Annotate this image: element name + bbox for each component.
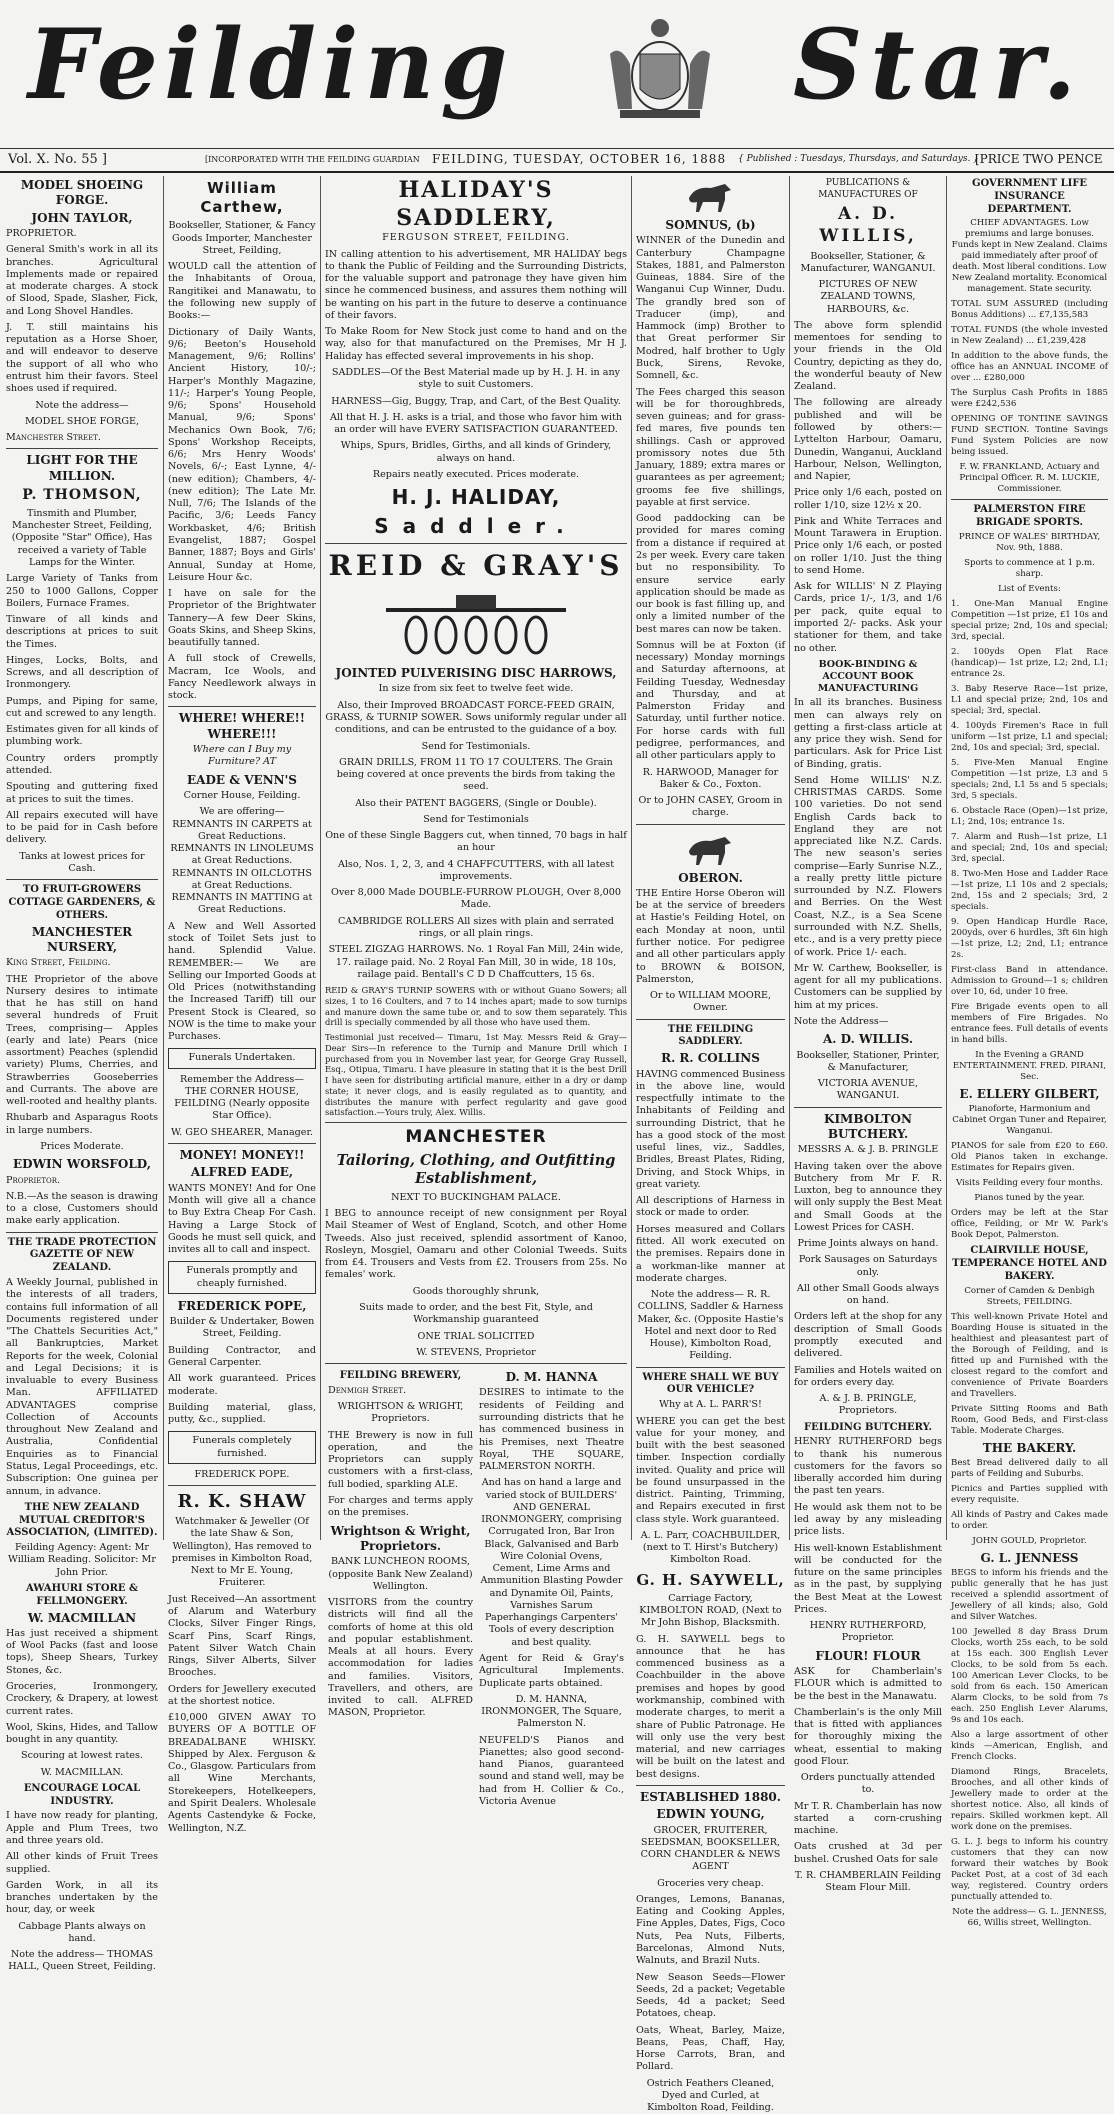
ad-heading: MONEY! MONEY!! bbox=[179, 1147, 305, 1162]
ad-heading: THE FEILDING SADDLERY. bbox=[667, 1023, 754, 1048]
ad-heading: JOINTED PULVERISING DISC HARROWS, bbox=[335, 666, 617, 681]
masthead-title-right: Star. bbox=[792, 8, 1084, 121]
advertiser-name: EDWIN WORSFOLD, bbox=[13, 1157, 151, 1172]
column-divider bbox=[320, 176, 321, 1540]
column-divider bbox=[789, 176, 790, 1540]
divider bbox=[325, 1363, 627, 1364]
divider bbox=[168, 1143, 316, 1144]
ad-heading: GOVERNMENT LIFE INSURANCE DEPARTMENT. bbox=[971, 178, 1088, 215]
advertiser-name: H. J. HALIDAY, bbox=[391, 485, 561, 510]
horse-icon bbox=[681, 829, 741, 869]
ad-heading: WHERE! WHERE!! WHERE!!! bbox=[178, 711, 306, 741]
ad-heading: PALMERSTON FIRE BRIGADE SPORTS. bbox=[973, 504, 1086, 529]
divider bbox=[6, 1232, 158, 1233]
ad-heading: ESTABLISHED 1880. bbox=[640, 1789, 781, 1804]
advertiser-name: G. L. JENNESS bbox=[980, 1551, 1079, 1566]
ad-heading: CLAIRVILLE HOUSE, TEMPERANCE HOTEL AND BAKERY. bbox=[952, 1245, 1107, 1282]
notice-box: Funerals completely furnished. bbox=[168, 1431, 316, 1464]
volume-number: Vol. X. No. 55 ] bbox=[8, 152, 107, 167]
divider bbox=[168, 706, 316, 707]
coat-of-arms-icon bbox=[600, 14, 720, 124]
advertiser-name: R. R. COLLINS bbox=[661, 1051, 760, 1066]
dateline bbox=[0, 148, 1114, 173]
divider bbox=[636, 824, 785, 825]
ad-heading: THE TRADE PROTECTION GAZETTE OF NEW ZEALAND. bbox=[7, 1236, 157, 1274]
price: [PRICE TWO PENCE bbox=[975, 152, 1103, 166]
notice-box: Funerals Undertaken. bbox=[168, 1048, 316, 1068]
divider bbox=[636, 1785, 785, 1786]
issue-date: FEILDING, TUESDAY, OCTOBER 16, 1888 bbox=[432, 152, 727, 166]
column-6: GOVERNMENT LIFE INSURANCE DEPARTMENT. CHIEF ADVANTAGES. Low premiums and large bonuses. Funds kept in New Zealand. Claims paid immediately after proof of death. Most liberal conditions. Low New Zealand mortality. Economical management. State security. TOTAL SUM ASSURED (including Bonus Additions) ... £7,135,583 TOTAL FUNDS (the whole invested in New Zealand) ... £1,239,428 In addition to the above funds, the office has an ANNUAL INCOME of over ... £280,000 The Surplus Cash Profits in 1885 were £242,536 OPENING OF TONTINE SAVINGS FUND SECTION. Tontine Savings Fund System Policies are now being issued. F. W. FRANKLAND, Actuary and Principal Officer. R. M. LUCKIE, Commissioner. PALMERSTON FIRE BRIGADE SPORTS. PRINCE OF WALES' BIRTHDAY, Nov. 9th, 1888. Sports to commence at 1 p.m. sharp. List of Events: 1. One-Man Manual Engine Competition —1st prize, £1 10s and special prize; 2nd, 10s and special; 3rd, special. 2. 100yds Open Flat Race (handicap)— 1st prize, L2; 2nd, L1; entrance 2s. 3. Baby Reserve Race—1st prize, L1 and special prize; 2nd, 10s and special; 3rd, special. 4. 100yds Firemen's Race in full uniform —1st prize, L1 and special; 2nd, 10s and special; 3rd, special. 5. Five-Men Manual Engine Competition —1st prize, L3 and 5 specials; 2nd, L1 5s and 5 specials; 3rd, 5 specials. 6. Obstacle Race (Open)—1st prize, L1; 2nd, 10s; entrance 1s. 7. Alarm and Rush—1st prize, L1 and special; 2nd, 10s and special; 3rd, special. 8. Two-Men Hose and Ladder Race—1st prize, L1 10s and 2 specials; 2nd, 15s and 2 specials; 3rd, 2 specials. 9. Open Handicap Hurdle Race, 200yds, over 6 hurdles, 3ft 6in high—1st prize, L2; 2nd, L1; entrance 2s. First-class Band in attendance. Admission to Ground—1 s; children over 10, 6d, under 10 free. Fire Brigade events open to all members of Fire Brigades. No entrance fees. Full details of events in hand bills. In the Evening a GRAND ENTERTAINMENT. FRED. PIRANI, Sec. E. ELLERY GILBERT, Pianoforte, Harmonium and Cabinet Organ Tuner and Repairer, Wanganui. PIANOS for sale from £20 to £60. Old Pianos taken in exchange. Estimates for Repairs given. Visits Feilding every four months. Pianos tuned by the year. Orders may be left at the Star office, Feilding, or Mr W. Park's Book Depot, Palmerston. CLAIRVILLE HOUSE, TEMPERANCE HOTEL AND BAKERY. Corner of Camden & Denbigh Streets, FEILDING. This well-known Private Hotel and Boarding House is situated in the healthiest and pleasantest part of the Borough of Feilding, and is fitted up and Furnished with the closest regard to the comfort and convenience of Private Boarders and Travellers. Private Sitting Rooms and Bath Room, Good Beds, and First-class Table. Moderate Charges. THE BAKERY. Best Bread delivered daily to all parts of Feilding and Suburbs. Picnics and Parties supplied with every requisite. All kinds of Pastry and Cakes made to order. JOHN GOULD, Proprietor. G. L. JENNESS BEGS to inform his friends and the public generally that he has just received a splendid assortment of Jewellery of all kinds; also, Gold and Silver Watches. 100 Jewelled 8 day Brass Drum Clocks, worth 25s each, to be sold at 15s each. 300 English Lever Clocks, to be sold from 5s each. 100 American Lever Clocks, to be sold from 6s each. 150 American Alarm Clocks, to be sold from 7s each. 250 English Lever Alarums, 9s and 10s each. Also a large assortment of other kinds —American, English, and French Clocks. Diamond Rings, Bracelets, Brooches, and all other kinds of Jewellery made to order at the shortest notice. Also, all kinds of repairs. Skilled workmen kept. All work done on the premises. G. L. J. begs to inform his country customers that they can now forward their watches by Book Packet Post, at a cost of 3d each way, registered. Country orders punctually attended to. Note the address— G. L. JENNESS, 66, Willis street, Wellington. bbox=[951, 178, 1108, 1929]
divider bbox=[325, 1122, 627, 1123]
divider bbox=[325, 543, 627, 544]
column-divider bbox=[631, 176, 632, 1540]
ad-heading: THE NEW ZEALAND MUTUAL CREDITOR'S ASSOCIATION, (LIMITED). bbox=[6, 1501, 158, 1539]
advertiser-name: R. K. SHAW bbox=[177, 1491, 307, 1513]
masthead bbox=[0, 0, 1114, 145]
column-5: PUBLICATIONS & MANUFACTURES OF A. D. WILLIS, Bookseller, Stationer, & Manufacturer, WANGANUI. PICTURES OF NEW ZEALAND TOWNS, HARBOURS, &c. The above form splendid mementoes for sending to your friends in the Old Country, depicting as they do, the wonderful beauty of New Zealand. The following are already published and will be followed by others:— Lyttelton Harbour, Oamaru, Dunedin, Wanganui, Auckland Harbour, Nelson, Wellington, and Napier, Price only 1/6 each, posted on roller 1/10, size 12½ x 20. Pink and White Terraces and Mount Tarawera in Eruption. Price only 1/6 each, or posted on roller 1/10. Just the thing to send Home. Ask for WILLIS' N Z Playing Cards, price 1/-, 1/3, and 1/6 per pack, quite equal to imported 2/- packs. Ask your stationer for them, and take no other. BOOK-BINDING & ACCOUNT BOOK MANUFACTURING In all its branches. Business men can always rely on getting a first-class article at any price they wish. Send for particulars. Ask for Price List of Binding, gratis. Send Home WILLIS' N.Z. CHRISTMAS CARDS. Some 100 varieties. Do not send English Cards back to England they are not appreciated like N.Z. Cards. The new season's series comprise—Early Sunrise N.Z., a really pretty little picture surrounded by N.Z. Flowers and Berries. On the West Coast, N.Z., is a Sea Scene surrounded with N.Z. Shells, etc., and is a very pretty piece of work. Price 1/- each. Mr W. Carthew, Bookseller, is agent for all my publications. Customers can be supplied by him at my prices. Note the Address— A. D. WILLIS. Bookseller, Stationer, Printer, & Manufacturer, VICTORIA AVENUE, WANGANUI. KIMBOLTON BUTCHERY. MESSRS A. & J. B. PRINGLE Having taken over the above Butchery from Mr F. R. Luxton, beg to announce they will only supply the Best Meat and Small Goods at the Lowest Prices for CASH. Prime Joints always on hand. Pork Sausages on Saturdays only. All other Small Goods always on hand. Orders left at the shop for any description of Small Goods promptly executed and delivered. Families and Hotels waited on for orders every day. A. & J. B. PRINGLE, Proprietors. FEILDING BUTCHERY. HENRY RUTHERFORD begs to thank his numerous customers for the favors so liberally accorded him during the past ten years. He would ask them not to be led away by any misleading price lists. His well-known Establishment will be conducted for the future on the same principles as in the past, by supplying the Best Meat at the Lowest Prices. HENRY RUTHERFORD, Proprietor. FLOUR! FLOUR ASK for Chamberlain's FLOUR which is admitted to be the best in the Manawatu. Chamberlain's is the only Mill that is fitted with appliances for thoroughly mixing the wheat, essential to making good Flour. Orders punctually attended to. Mr T. R. Chamberlain has now started a corn-crushing machine. Oats crushed at 3d per bushel. Crushed Oats for sale T. R. CHAMBERLAIN Feilding Steam Flour Mill. bbox=[794, 178, 942, 1894]
advertiser-name: FREDERICK POPE, bbox=[177, 1298, 307, 1313]
horse-icon bbox=[681, 176, 741, 216]
incorporated-note: [INCORPORATED WITH THE FEILDING GUARDIAN bbox=[205, 155, 420, 164]
ad-heading: MODEL SHOEING FORGE. bbox=[20, 178, 144, 208]
column-divider bbox=[163, 176, 164, 1540]
ad-heading: MANCHESTER bbox=[405, 1127, 547, 1148]
center-subcolumns bbox=[325, 1368, 627, 1812]
ad-heading: LIGHT FOR THE MILLION. bbox=[26, 453, 138, 483]
advertiser-name: E. ELLERY GILBERT, bbox=[959, 1086, 1100, 1101]
advertiser-name: A. D. WILLIS, bbox=[819, 204, 917, 246]
column-2: William Carthew, Bookseller, Stationer, & Fancy Goods Importer, Manchester Street, Feilding, WOULD call the attention of the Inhabitants of Oroua, Rangitikei and Manawatu, to the following new supply of Books:— Dictionary of Daily Wants, 9/6; Beeton's Household Management, 9/6; Rollins' Ancient History, 10/-; Harper's Monthly Magazine, 11/-; Harper's Young People, 9/6; Spons' Household Manual, 9/6; Spons' Mechanics Own Book, 7/6; Spons' Workshop Receipts, 6/6; Mrs Henry Woods' Novels, 6/-; East Lynne, 4/- (new edition); Chambers, 4/- (new edition); The Late Mr. Null, 7/6; The Islands of the Pacific, 3/6; Leeds Fancy Workbasket, 4/6; British Evangelist, 1887; Gospel Banner, 1887; Boys and Girls' Annual, Sunday at Home, Leisure Hour &c. I have on sale for the Proprietor of the Brightwater Tannery—A few Deer Skins, Goats Skins, and Sheep Skins, beautifully tanned. A full stock of Crewells, Macram, Ice Wools, and Fancy Needlework always in stock. WHERE! WHERE!! WHERE!!! Where can I Buy my Furniture? AT EADE & VENN'S Corner House, Feilding. We are offering— REMNANTS IN CARPETS at Great Reductions. REMNANTS IN LINOLEUMS at Great Reductions. REMNANTS IN OILCLOTHS at Great Reductions. REMNANTS IN MATTING at Great Reductions. A New and Well Assorted stock of Toilet Sets just to hand. Splendid Value. REMEMBER:— We are Selling our Imported Goods at Old Prices (notwithstanding the Increased Tariff) till our Present Stock is Cleared, so NOW is the time to make your Purchases. Funerals Undertaken. Remember the Address— THE CORNER HOUSE, FEILDING (Nearly opposite Star Office). W. GEO SHEARER, Manager. MONEY! MONEY!! ALFRED EADE, WANTS MONEY! And for One Month will give all a chance to Buy Extra Cheap For Cash. Having a Large Stock of Goods he must sell quick, and invites all to call and inspect. Funerals promptly and cheaply furnished. FREDERICK POPE, Builder & Undertaker, Bowen Street, Feilding. Building Contractor, and General Carpenter. All work guaranteed. Prices moderate. Building material, glass, putty, &c., supplied. Funerals completely furnished. FREDERICK POPE. R. K. SHAW Watchmaker & Jeweller (Of the late Shaw & Son, Wellington), Has removed to premises in Kimbolton Road, Next to Mr E. Young, Fruiterer. Just Received—An assortment of Alarum and Waterbury Clocks, Silver Finger Rings, Scarf Pins, Scarf Rings, Patent Silver Watch Chain Rings, Silver Alberts, Silver Brooches. Orders for Jewellery executed at the shortest notice. £10,000 GIVEN AWAY TO BUYERS OF A BOTTLE OF BREADALBANE WHISKY. Shipped by Alex. Ferguson & Co., Glasgow. Particulars from all Wine Merchants, Storekeepers, Hotelkeepers, and Spirit Dealers. Wholesale Agents Castendyke & Focke, Wellington, N.Z. bbox=[168, 179, 316, 1834]
ad-heading: Tailoring, Clothing, and Outfitting Establishment, bbox=[336, 1151, 616, 1188]
advertiser-name: P. THOMSON, bbox=[22, 487, 142, 504]
ad-heading: REID & GRAY'S bbox=[328, 549, 624, 583]
ad-heading: BOOK-BINDING & ACCOUNT BOOK MANUFACTURING bbox=[817, 658, 919, 695]
divider bbox=[6, 448, 158, 449]
ad-heading: OBERON. bbox=[678, 870, 743, 885]
ad-heading: TO FRUIT-GROWERS COTTAGE GARDENERS, & OTHERS. bbox=[8, 884, 156, 921]
ad-heading: ENCOURAGE LOCAL INDUSTRY. bbox=[23, 1782, 141, 1807]
divider bbox=[951, 499, 1108, 500]
advertiser-name: G. H. SAYWELL, bbox=[636, 1570, 785, 1589]
ad-heading: SOMNUS, (b) bbox=[665, 218, 756, 232]
advertiser-name: William Carthew, bbox=[200, 179, 284, 217]
ironmonger-ad: D. M. HANNA DESIRES to intimate to the residents of Feilding and surrounding districts that he has commenced business in his Premises, next Theatre Royal, THE SQUARE, PALMERSTON NORTH. And has on hand a large and varied stock of BUILDERS' AND GENERAL IRONMONGERY, comprising Corrugated Iron, Bar Iron Black, Galvanised and Barb Wire Colonial Ovens, Cement, Lime Arms and Ammunition Blasting Powder and Dynamite Oil, Paints, Varnishes Sarum Paperhangings Carpenters' Tools of every description and best quality. Agent for Reid & Gray's Agricultural Implements. Duplicate parts obtained. D. M. HANNA, IRONMONGER, The Square, Palmerston N. NEUFELD'S Pianos and Pianettes; also good second-hand Pianos, guaranteed sound and stand well, may be had from H. Collier & Co., Victoria Avenue bbox=[479, 1370, 624, 1807]
column-4: SOMNUS, (b) WINNER of the Dunedin and Canterbury Champagne Stakes, 1881, and Palmerston Guineas, 1884. Sire of the Wanganui Cup Winner, Dudu. The grandly bred son of Traducer (imp), and Hammock (imp) Brother to that Great performer Sir Modred, half brother to Ugly Buck, Sirens, Revoke, Somnell, &c. The Fees charged this season will be for thoroughbreds, seven guineas; and for grass-fed mares, five pounds ten shillings. Cash or approved promissory notes due 5th January, 1889; extra mares or guarantees as per agreement; grooms fee five shillings, payable at first service. Good paddocking can be provided for mares coming from a distance if required at 2s per week. Every care taken but no responsibility. To ensure service early application should be made as our book is fast filling up, and only a limited number of the best mares can now be taken. Somnus will be at Foxton (if necessary) Monday mornings and Saturday afternoons, at Feilding Tuesday, Wednesday and Thursday, and at Palmerston Friday and Saturday, until further notice. For horse cards with full pedigree, performances, and all other particulars apply to R. HARWOOD, Manager for Baker & Co., Foxton. Or to JOHN CASEY, Groom in charge. OBERON. THE Entire Horse Oberon will be at the service of breeders at Hastie's Feilding Hotel, on each Monday at noon, until further notice. For pedigree and all other particulars apply to BROWN & BOISON, Palmerston, Or to WILLIAM MOORE, Owner. THE FEILDING SADDLERY. R. R. COLLINS HAVING commenced Business in the above line, would respectfully intimate to the Inhabitants of Feilding and surrounding District, that he has a good stock of the most useful lines, viz., Saddles, Bridles, Breast Plates, Riding, Driving, and Stock Whips, in great variety. All descriptions of Harness in stock or made to order. Horses measured and Collars fitted. All work executed on the premises. Repairs done in a workman-like manner at moderate charges. Note the address— R. R. COLLINS, Saddler & Harness Maker, &c. (Opposite Hastie's Hotel and next door to Red House), Kimbolton Road, Feilding. WHERE SHALL WE BUY OUR VEHICLE? Why at A. L. PARR'S! WHERE you can get the best value for your money, and built with the best seasoned timber. Inspection cordially invited. Quality and price will be found unsurpassed in the district. Painting, Trimming, and Repairs executed in first class style. Work guaranteed. A. L. Parr, COACHBUILDER, (next to T. Hirst's Butchery) Kimbolton Road. G. H. SAYWELL, Carriage Factory, KIMBOLTON ROAD, (Next to Mr John Bishop, Blacksmith. G. H. SAYWELL begs to announce that he has commenced business as a Coachbuilder in the above premises and hopes by good workmanship, combined with moderate charges, to merit a share of Public Patronage. He will only use the very best material, and new carriages will be built on the latest and best designs. ESTABLISHED 1880. EDWIN YOUNG, GROCER, FRUITERER, SEEDSMAN, BOOKSELLER, CORN CHANDLER & NEWS AGENT Groceries very cheap. Oranges, Lemons, Bananas, Eating and Cooking Apples, Fine Apples, Dates, Figs, Coco Nuts, Pea Nuts, Filberts, Barcelonas, Almond Nuts, Walnuts, and Brazil Nuts. New Season Seeds—Flower Seeds, 2d a packet; Vegetable Seeds, 4d a packet; Seed Potatoes, cheap. Oats, Wheat, Barley, Maize, Beans, Peas, Chaff, Hay, Horse Carrots, Bran, and Pollard. Ostrich Feathers Cleaned, Dyed and Curled, at Kimbolton Road, Feilding. bbox=[636, 176, 785, 1540]
masthead-title-left: Feilding bbox=[28, 8, 514, 121]
ad-heading: KIMBOLTON BUTCHERY. bbox=[824, 1111, 912, 1141]
divider bbox=[636, 1367, 785, 1368]
trade-label: Saddler. bbox=[374, 513, 578, 538]
advertiser-name: ALFRED EADE, bbox=[190, 1165, 294, 1180]
column-divider bbox=[946, 176, 947, 1540]
divider bbox=[168, 1485, 316, 1486]
advertiser-name: EDWIN YOUNG, bbox=[656, 1807, 765, 1822]
divider bbox=[6, 879, 158, 880]
ad-heading: FLOUR! FLOUR bbox=[815, 1648, 921, 1663]
divider bbox=[636, 1019, 785, 1020]
center-section: HALIDAY'S SADDLERY, FERGUSON STREET, FEILDING. IN calling attention to his advertisement, MR HALIDAY begs to thank the Public of Feilding and the Surrounding Districts, for the valuable support and patronage they have given him since he commenced business, and assures them nothing will be wanting on his part in the future to deserve a continuance of their favors. To Make Room for New Stock just come to hand and on the way, also for that manufactured on the Premises, Mr H J. Haliday has effected several improvements in his shop. SADDLES—Of the Best Material made up by H. J. H. in any style to suit Customers. HARNESS—Gig, Buggy, Trap, and Cart, of the Best Quality. All that H. J. H. asks is a trial, and those who favor him with an order will have EVERY SATISFACTION GUARANTEED. Whips, Spurs, Bridles, Girths, and all kinds of Grindery, always on hand. Repairs neatly executed. Prices moderate. H. J. HALIDAY, Saddler. REID & GRAY'S JOINTED PULVERISING DISC HARROWS, In size from six feet to twelve feet wide. Also, their Improved BROADCAST FORCE-FEED GRAIN, GRASS, & TURNIP SOWER. Sows uniformly regular under all conditions, and can be entrusted to the guidance of a boy. Send for Testimonials. GRAIN DRILLS, FROM 11 TO 17 COULTERS. The Grain being covered at once prevents the birds from taking the seed. Also their PATENT BAGGERS, (Single or Double). Send for Testimonials One of these Single Baggers cut, when tinned, 70 bags in half an hour Also, Nos. 1, 2, 3, and 4 CHAFFCUTTERS, with all latest improvements. Over 8,000 Made DOUBLE-FURROW PLOUGH, Over 8,000 Made. CAMBRIDGE ROLLERS All sizes with plain and serrated rings, or all plain rings. STEEL ZIGZAG HARROWS. No. 1 Royal Fan Mill, 24in wide, 17. railage paid. No. 2 Royal Fan Mill, 30 in wide, 18 10s, railage paid. Bentall's C D D Chaffcutters, 15 6s. REID & GRAY'S TURNIP SOWERS with or without Guano Sowers; all sizes, 1 to 16 Coulters, and 7 to 14 inches apart; made to sow turnips and manure down the same tube or, and to sow them separately. This drill is specially commended by all those who have used them. Testimonial just received— Timaru, 1st May. Messrs Reid & Gray—Dear Sirs—In reference to the Turnip and Manure Drill which I purchased from you in November last year, for George Gray Russell, Esq., Otipua, Timaru. I have pleasure in stating that it is the best Drill I have seen for distributing artificial manure, either in a dry or damp state; it never clogs, and is easily regulated as to quantity, and distributes the manure with perfect regularity and gave good satisfaction.—Yours truly, Alex. Willis. MANCHESTER Tailoring, Clothing, and Outfitting Establishment, NEXT TO BUCKINGHAM PALACE. I BEG to announce receipt of new consignment per Royal Mail Steamer of West of England, Scotch, and other Home Tweeds. Also just received, splendid assortment of Kanoo, Rosleyn, Mosgiel, Oamaru and other Colonial Tweeds. Suits from £4. Trousers and Vests from £2. Trousers from 25s. No females' work. Goods thoroughly shrunk, Suits made to order, and the best Fit, Style, and Workmanship guaranteed ONE TRIAL SOLICITED W. STEVENS, Proprietor FEILDING BREWERY, Denmigh Street. WRIGHTSON & WRIGHT, Proprietors. THE Brewery is now in full operation, and the Proprietors can supply customers with a first-class, full bodied, sparkling ALE. For charges and terms apply on the premises. Wrightson & Wright, Proprietors. BANK LUNCHEON ROOMS, (opposite Bank New Zealand) Wellington. VISITORS from the country districts will find all the comforts of home at this old and popular establishment. Meals at all hours. Every accommodation for ladies and families. Visitors, Travellers, and others, are invited to call. ALFRED MASON, Proprietor. D. M. HANNA DESIRES to intimate to the residents of Feilding and surrounding districts that he has commenced business in his Premises, next Theatre Royal, THE SQUARE, PALMERSTON NORTH. And has on hand a large and varied stock of BUILDERS' AND GENERAL IRONMONGERY, comprising Corrugated Iron, Bar Iron Black, Galvanised and Barb Wire Colonial Ovens, Cement, Lime Arms and Ammunition Blasting Powder and Dynamite Oil, Paints, Varnishes Sarum Paperhangings Carpenters' Tools of every description and best quality. Agent for Reid & Gray's Agricultural Implements. Duplicate parts obtained. D. M. HANNA, IRONMONGER, The Square, Palmerston N. NEUFELD'S Pianos and Pianettes; also good second-hand Pianos, guaranteed sound and stand well, may be had from H. Collier & Co., Victoria Avenue bbox=[325, 176, 627, 1540]
notice-box: Funerals promptly and cheaply furnished. bbox=[168, 1261, 316, 1294]
ad-heading: HALIDAY'S SADDLERY, bbox=[396, 177, 556, 232]
ad-heading: PUBLICATIONS & MANUFACTURES OF bbox=[818, 178, 918, 200]
divider bbox=[794, 1107, 942, 1108]
ad-heading: WHERE SHALL WE BUY OUR VEHICLE? bbox=[642, 1371, 779, 1396]
ad-heading: THE BAKERY. bbox=[982, 1440, 1077, 1455]
advertiser-name: W. MACMILLAN bbox=[27, 1610, 137, 1625]
ad-heading: AWAHURI STORE & FELLMONGERY. bbox=[25, 1583, 139, 1607]
ad-heading: FEILDING BUTCHERY. bbox=[804, 1421, 932, 1433]
advertiser-name: A. D. WILLIS. bbox=[823, 1032, 913, 1047]
brewery-ad: FEILDING BREWERY, Denmigh Street. WRIGHTSON & WRIGHT, Proprietors. THE Brewery is now in full operation, and the Proprietors can supply customers with a first-class, full bodied, sparkling ALE. For charges and terms apply on the premises. Wrightson & Wright, Proprietors. BANK LUNCHEON ROOMS, (opposite Bank New Zealand) Wellington. VISITORS from the country districts will find all the comforts of home at this old and popular establishment. Meals at all hours. Every accommodation for ladies and families. Visitors, Travellers, and others, are invited to call. ALFRED MASON, Proprietor. bbox=[328, 1370, 473, 1719]
advertiser-name: MANCHESTER NURSERY, bbox=[31, 924, 133, 954]
column-1: MODEL SHOEING FORGE. JOHN TAYLOR, PROPRIETOR. General Smith's work in all its branches. Agricultural Implements made or repaired at moderate charges. A stock of Slood, Spade, Slasher, Fick, and Long Shovel Handles. J. T. still maintains his reputation as a Horse Shoer, and will endeavor to deserve the support of all who who entrust him their favors. Steel shoes used if required. Note the address— MODEL SHOE FORGE, Manchester Street. LIGHT FOR THE MILLION. P. THOMSON, Tinsmith and Plumber, Manchester Street, Feilding, (Opposite "Star" Office), Has received a variety of Table Lamps for the Winter. Large Variety of Tanks from 250 to 1000 Gallons, Copper Boilers, Furnace Frames. Tinware of all kinds and descriptions at prices to suit the Times. Hinges, Locks, Bolts, and Screws, and all description of Ironmongery. Pumps, and Piping for same, cut and screwed to any length. Estimates given for all kinds of plumbing work. Country orders promptly attended. Spouting and guttering fixed at prices to suit the times. All repairs executed will have to be paid for in Cash before delivery. Tanks at lowest prices for Cash. TO FRUIT-GROWERS COTTAGE GARDENERS, & OTHERS. MANCHESTER NURSERY, King Street, Feilding. THE Proprietor of the above Nursery desires to intimate that he has still on hand several hundreds of Fruit Trees, comprising— Apples (early and late) Pears (nice assortment) Peaches (splendid variety) Plums, Cherries, and Strawberries Gooseberries and Currants. The above are well-rooted and healthy plants. Rhubarb and Asparagus Roots in large numbers. Prices Moderate. EDWIN WORSFOLD, Proprietor. N.B.—As the season is drawing to a close, Customers should make early application. THE TRADE PROTECTION GAZETTE OF NEW ZEALAND. A Weekly Journal, published in the interests of all traders, contains full information of all Documents registered under "The Chattels Securities Act," all Bankruptcies, Market Reports for the week, Colonial and Legal Decisions; it is invaluable to every Business Man. AFFILIATED ADVANTAGES comprise Collection of Accounts throughout New Zealand and Australia, Confidential Enquiries as to Financial Status, Legal Proceedings, etc. Subscription: One guinea per annum, in advance. THE NEW ZEALAND MUTUAL CREDITOR'S ASSOCIATION, (LIMITED). Feilding Agency: Agent: Mr William Reading. Solicitor: Mr John Prior. AWAHURI STORE & FELLMONGERY. W. MACMILLAN Has just received a shipment of Wool Packs (fast and loose tops), Sheep Shears, Turkey Stones, &c. Groceries, Ironmongery, Crockery, & Drapery, at lowest current rates. Wool, Skins, Hides, and Tallow bought in any quantity. Scouring at lowest rates. W. MACMILLAN. ENCOURAGE LOCAL INDUSTRY. I have now ready for planting, Apple and Plum Trees, two and three years old. All other kinds of Fruit Trees supplied. Garden Work, in all its branches undertaken by the hour, day, or week Cabbage Plants always on hand. Note the address— THOMAS HALL, Queen Street, Feilding. bbox=[6, 178, 158, 1973]
advertiser-name: JOHN TAYLOR, bbox=[31, 210, 133, 225]
publication-days: { Published : Tuesdays, Thursdays, and Saturdays. } bbox=[738, 154, 979, 164]
advertiser-name: EADE & VENN'S bbox=[187, 772, 297, 787]
disc-harrow-icon bbox=[376, 590, 576, 660]
